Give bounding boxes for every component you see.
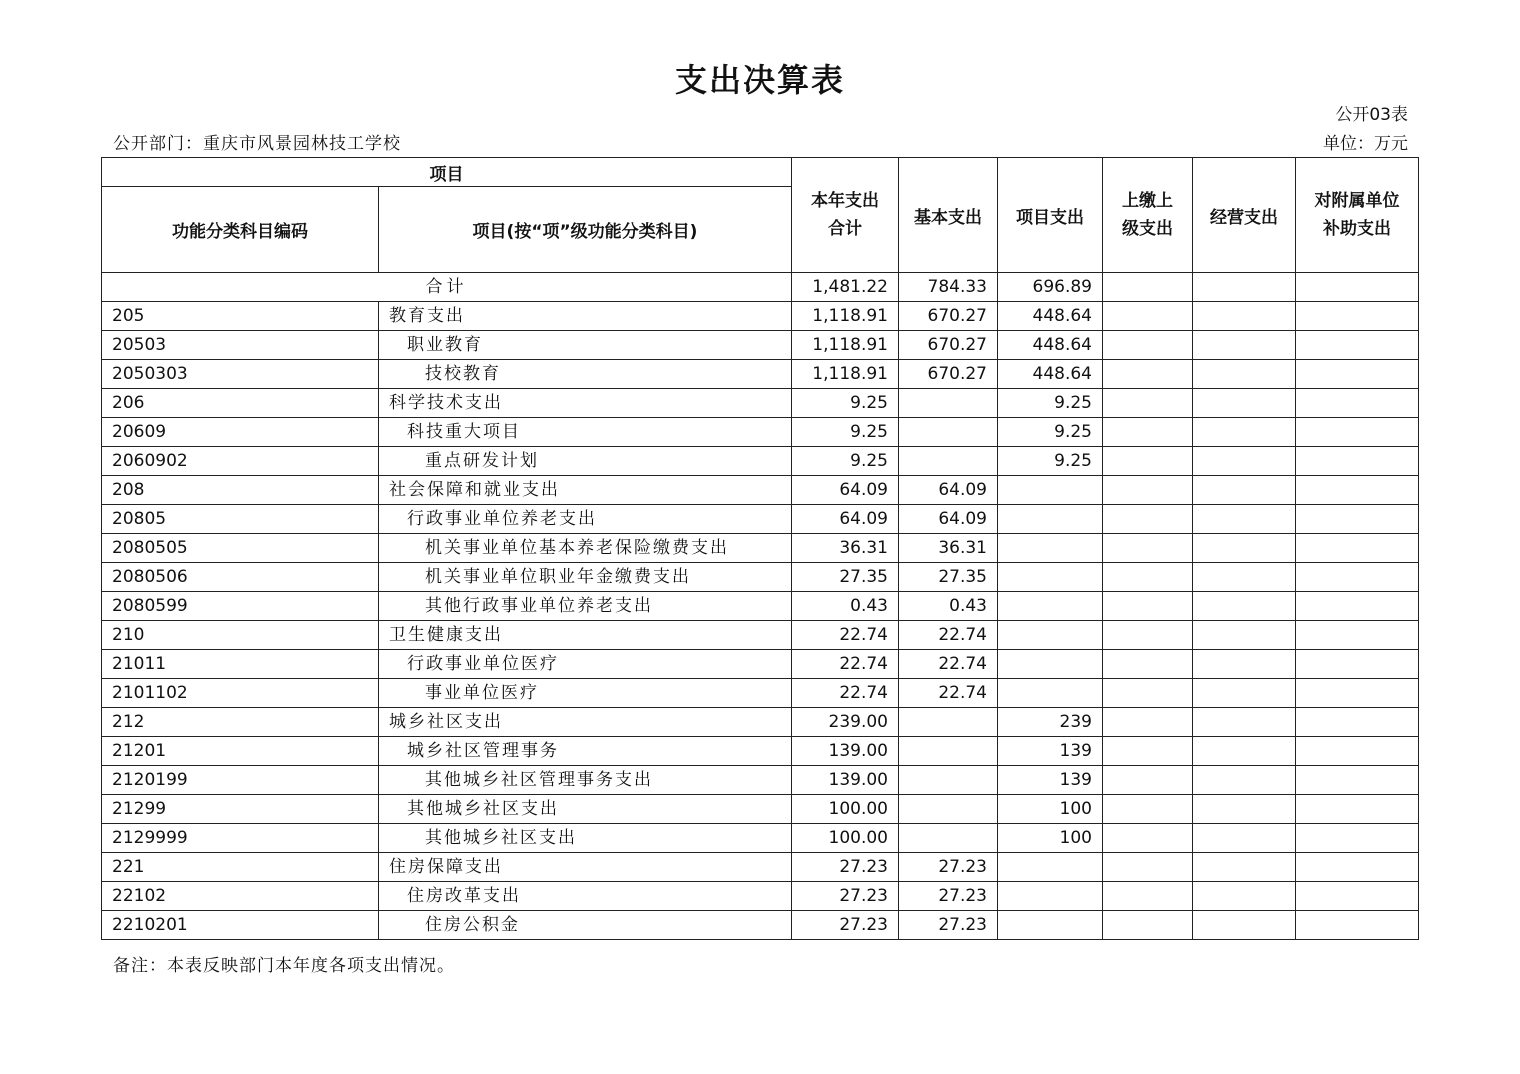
row-code: 22102 [102, 882, 379, 911]
row-business [1193, 389, 1296, 418]
row-total: 27.23 [792, 911, 899, 940]
row-upper [1103, 302, 1193, 331]
row-upper [1103, 737, 1193, 766]
row-item-name: 技校教育 [379, 360, 792, 389]
row-business [1193, 795, 1296, 824]
row-item-name: 其他城乡社区管理事务支出 [379, 766, 792, 795]
row-total: 1,118.91 [792, 331, 899, 360]
row-project: 9.25 [998, 418, 1103, 447]
row-subsidy [1296, 650, 1419, 679]
row-item-name: 机关事业单位职业年金缴费支出 [379, 563, 792, 592]
table-row [102, 795, 1419, 824]
row-code: 20503 [102, 331, 379, 360]
row-item-name: 其他城乡社区支出 [379, 824, 792, 853]
row-upper [1103, 795, 1193, 824]
row-code: 206 [102, 389, 379, 418]
table-row [102, 331, 1419, 360]
row-total: 64.09 [792, 476, 899, 505]
row-subsidy [1296, 447, 1419, 476]
form-number: 公开03表 [1335, 105, 1408, 125]
row-subsidy [1296, 882, 1419, 911]
row-total: 100.00 [792, 824, 899, 853]
row-total: 9.25 [792, 418, 899, 447]
row-subsidy [1296, 563, 1419, 592]
row-total: 22.74 [792, 621, 899, 650]
row-upper [1103, 824, 1193, 853]
header-project-expense: 项目支出 [998, 158, 1103, 273]
row-item-name: 城乡社区支出 [379, 708, 792, 737]
row-upper [1103, 447, 1193, 476]
row-business [1193, 592, 1296, 621]
row-total: 9.25 [792, 447, 899, 476]
row-basic: 36.31 [899, 534, 998, 563]
row-code: 20609 [102, 418, 379, 447]
row-business [1193, 563, 1296, 592]
header-subsidy: 对附属单位 补助支出 [1296, 158, 1419, 273]
row-project: 448.64 [998, 302, 1103, 331]
header-business: 经营支出 [1193, 158, 1296, 273]
row-total: 36.31 [792, 534, 899, 563]
row-upper [1103, 621, 1193, 650]
row-subsidy [1296, 853, 1419, 882]
table-row [102, 882, 1419, 911]
row-basic: 22.74 [899, 621, 998, 650]
table-row [102, 853, 1419, 882]
row-project: 139 [998, 766, 1103, 795]
row-code: 20805 [102, 505, 379, 534]
total-basic: 784.33 [899, 273, 998, 302]
row-business [1193, 853, 1296, 882]
row-subsidy [1296, 476, 1419, 505]
table-row [102, 621, 1419, 650]
total-business [1193, 273, 1296, 302]
row-code: 2120199 [102, 766, 379, 795]
row-project [998, 592, 1103, 621]
row-basic: 27.23 [899, 911, 998, 940]
row-basic [899, 418, 998, 447]
row-total: 100.00 [792, 795, 899, 824]
row-item-name: 职业教育 [379, 331, 792, 360]
row-item-name: 重点研发计划 [379, 447, 792, 476]
row-code: 2060902 [102, 447, 379, 476]
row-project [998, 563, 1103, 592]
row-total: 64.09 [792, 505, 899, 534]
table-row [102, 911, 1419, 940]
row-business [1193, 911, 1296, 940]
row-project [998, 505, 1103, 534]
table-row [102, 447, 1419, 476]
table-row [102, 592, 1419, 621]
row-code: 2080505 [102, 534, 379, 563]
row-project [998, 882, 1103, 911]
row-project: 448.64 [998, 331, 1103, 360]
row-item-name: 住房公积金 [379, 911, 792, 940]
row-total: 22.74 [792, 650, 899, 679]
row-total: 239.00 [792, 708, 899, 737]
total-upper [1103, 273, 1193, 302]
row-subsidy [1296, 505, 1419, 534]
department-label: 公开部门：重庆市风景园林技工学校 [113, 134, 401, 154]
row-item-name: 住房改革支出 [379, 882, 792, 911]
header-upper: 上缴上 级支出 [1103, 158, 1193, 273]
row-basic [899, 766, 998, 795]
table-row [102, 650, 1419, 679]
table-row [102, 302, 1419, 331]
row-business [1193, 824, 1296, 853]
row-subsidy [1296, 708, 1419, 737]
row-subsidy [1296, 592, 1419, 621]
row-business [1193, 418, 1296, 447]
row-item-name: 其他行政事业单位养老支出 [379, 592, 792, 621]
row-total: 27.35 [792, 563, 899, 592]
table-row [102, 708, 1419, 737]
row-project: 9.25 [998, 389, 1103, 418]
row-upper [1103, 331, 1193, 360]
row-code: 21201 [102, 737, 379, 766]
total-row [102, 273, 1419, 302]
table-row [102, 824, 1419, 853]
row-business [1193, 679, 1296, 708]
row-total: 9.25 [792, 389, 899, 418]
row-basic: 0.43 [899, 592, 998, 621]
total-subsidy [1296, 273, 1419, 302]
row-item-name: 其他城乡社区支出 [379, 795, 792, 824]
row-basic: 64.09 [899, 505, 998, 534]
row-upper [1103, 389, 1193, 418]
row-basic [899, 795, 998, 824]
unit-label: 单位：万元 [1323, 134, 1408, 154]
table-row [102, 737, 1419, 766]
row-item-name: 卫生健康支出 [379, 621, 792, 650]
row-code: 2129999 [102, 824, 379, 853]
row-business [1193, 447, 1296, 476]
row-total: 22.74 [792, 679, 899, 708]
page-title: 支出决算表 [674, 61, 845, 99]
row-subsidy [1296, 824, 1419, 853]
table-row [102, 476, 1419, 505]
row-basic: 670.27 [899, 302, 998, 331]
row-item-name: 科学技术支出 [379, 389, 792, 418]
row-item-name: 社会保障和就业支出 [379, 476, 792, 505]
table-row [102, 389, 1419, 418]
row-subsidy [1296, 766, 1419, 795]
row-subsidy [1296, 911, 1419, 940]
row-total: 27.23 [792, 882, 899, 911]
header-basic: 基本支出 [899, 158, 998, 273]
row-upper [1103, 592, 1193, 621]
row-business [1193, 708, 1296, 737]
row-basic: 670.27 [899, 331, 998, 360]
row-project [998, 679, 1103, 708]
row-upper [1103, 505, 1193, 534]
row-item-name: 教育支出 [379, 302, 792, 331]
row-code: 2080599 [102, 592, 379, 621]
table-row [102, 505, 1419, 534]
row-business [1193, 505, 1296, 534]
row-upper [1103, 853, 1193, 882]
row-business [1193, 650, 1296, 679]
row-total: 139.00 [792, 737, 899, 766]
row-upper [1103, 650, 1193, 679]
row-total: 27.23 [792, 853, 899, 882]
row-upper [1103, 360, 1193, 389]
row-project [998, 853, 1103, 882]
header-project: 项目 [102, 158, 792, 187]
table-row [102, 418, 1419, 447]
row-business [1193, 476, 1296, 505]
footnote: 备注：本表反映部门本年度各项支出情况。 [113, 956, 455, 976]
row-subsidy [1296, 679, 1419, 708]
row-subsidy [1296, 389, 1419, 418]
row-business [1193, 621, 1296, 650]
row-project: 239 [998, 708, 1103, 737]
row-code: 212 [102, 708, 379, 737]
row-subsidy [1296, 795, 1419, 824]
row-item-name: 城乡社区管理事务 [379, 737, 792, 766]
row-basic [899, 708, 998, 737]
row-business [1193, 766, 1296, 795]
row-item-name: 科技重大项目 [379, 418, 792, 447]
row-upper [1103, 418, 1193, 447]
row-code: 21299 [102, 795, 379, 824]
row-project: 139 [998, 737, 1103, 766]
row-basic: 27.35 [899, 563, 998, 592]
header-item: 项目(按“项”级功能分类科目) [379, 187, 792, 273]
row-subsidy [1296, 360, 1419, 389]
row-basic: 670.27 [899, 360, 998, 389]
row-code: 21011 [102, 650, 379, 679]
row-business [1193, 360, 1296, 389]
row-basic: 22.74 [899, 650, 998, 679]
total-amount: 1,481.22 [792, 273, 899, 302]
row-business [1193, 331, 1296, 360]
row-code: 2050303 [102, 360, 379, 389]
row-total: 0.43 [792, 592, 899, 621]
row-subsidy [1296, 737, 1419, 766]
row-upper [1103, 679, 1193, 708]
row-item-name: 事业单位医疗 [379, 679, 792, 708]
header-total: 本年支出 合计 [792, 158, 899, 273]
table-row [102, 679, 1419, 708]
row-project [998, 476, 1103, 505]
row-project [998, 650, 1103, 679]
row-code: 221 [102, 853, 379, 882]
row-subsidy [1296, 534, 1419, 563]
row-upper [1103, 563, 1193, 592]
row-item-name: 住房保障支出 [379, 853, 792, 882]
row-total: 1,118.91 [792, 302, 899, 331]
row-project [998, 911, 1103, 940]
total-project: 696.89 [998, 273, 1103, 302]
row-item-name: 机关事业单位基本养老保险缴费支出 [379, 534, 792, 563]
row-code: 208 [102, 476, 379, 505]
row-item-name: 行政事业单位养老支出 [379, 505, 792, 534]
row-basic: 22.74 [899, 679, 998, 708]
row-upper [1103, 708, 1193, 737]
row-business [1193, 882, 1296, 911]
table-row [102, 563, 1419, 592]
header-code: 功能分类科目编码 [102, 187, 379, 273]
row-item-name: 行政事业单位医疗 [379, 650, 792, 679]
total-label: 合计 [102, 273, 792, 302]
row-basic: 64.09 [899, 476, 998, 505]
row-business [1193, 302, 1296, 331]
row-code: 2101102 [102, 679, 379, 708]
row-project: 100 [998, 824, 1103, 853]
table-row [102, 360, 1419, 389]
row-subsidy [1296, 418, 1419, 447]
row-business [1193, 534, 1296, 563]
row-upper [1103, 766, 1193, 795]
row-project: 448.64 [998, 360, 1103, 389]
table-row [102, 766, 1419, 795]
row-upper [1103, 534, 1193, 563]
row-code: 2210201 [102, 911, 379, 940]
row-subsidy [1296, 302, 1419, 331]
row-basic [899, 447, 998, 476]
row-total: 1,118.91 [792, 360, 899, 389]
row-basic [899, 389, 998, 418]
row-project [998, 534, 1103, 563]
row-code: 205 [102, 302, 379, 331]
row-upper [1103, 476, 1193, 505]
row-total: 139.00 [792, 766, 899, 795]
row-basic [899, 737, 998, 766]
row-code: 210 [102, 621, 379, 650]
row-project [998, 621, 1103, 650]
row-basic: 27.23 [899, 853, 998, 882]
row-project: 100 [998, 795, 1103, 824]
row-basic [899, 824, 998, 853]
table-row [102, 534, 1419, 563]
row-basic: 27.23 [899, 882, 998, 911]
row-upper [1103, 882, 1193, 911]
expenditure-table [101, 157, 1419, 940]
row-upper [1103, 911, 1193, 940]
row-subsidy [1296, 331, 1419, 360]
row-project: 9.25 [998, 447, 1103, 476]
row-subsidy [1296, 621, 1419, 650]
row-business [1193, 737, 1296, 766]
row-code: 2080506 [102, 563, 379, 592]
